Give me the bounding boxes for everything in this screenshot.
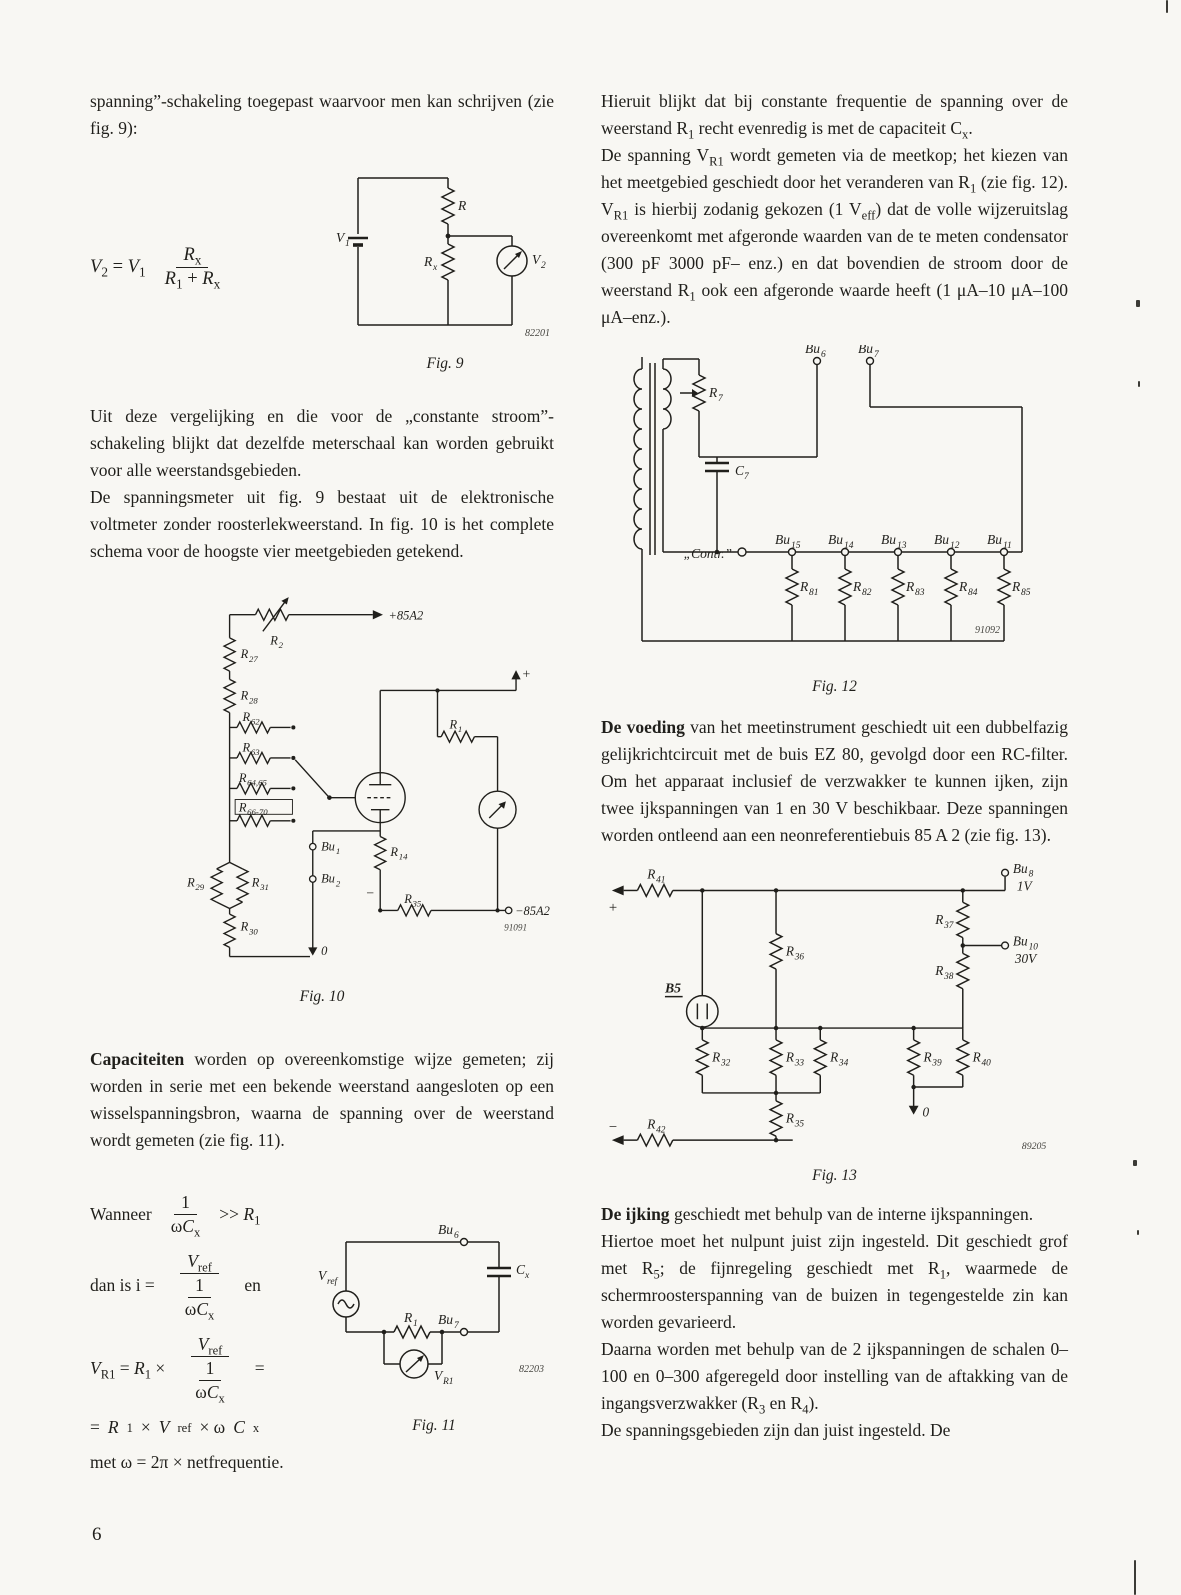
bu11-label: Bu [987, 532, 1002, 547]
bu7-label-sub: 7 [874, 350, 879, 360]
bu15-label: Bu [775, 532, 790, 547]
plus-label: + [522, 666, 531, 682]
vref-label-sub: ref [327, 1277, 338, 1288]
r85-label-sub: 85 [1021, 588, 1031, 598]
bu12-label-sub: 12 [950, 541, 960, 551]
minus-label: − [366, 885, 375, 901]
r35-label-sub: 35 [794, 1119, 804, 1130]
figure-12 [601, 345, 1068, 696]
paragraph: De voeding van het meetinstrument geschiedt uit een dubbelfazig gelijkrichtcircuit met de buis EZ 80, gevolgd door een RC-filter. Om het apparaat inclusief de verzwakker te kunnen ijken, zijn twee ijkspanningen van 1 en 30 V beschikbaar. Deze spanningen worden ontleend aan een neonreferentiebuis 85 A 2 (zie fig. 13). [601, 717, 1069, 845]
paragraph: Hiertoe moet het nulpunt juist zijn ingesteld. Dit geschiedt grof met $R_5$; de fijnregeling geschiedt met $R_1$, waarmede de schermroosterspanning van de buizen in tegengestelde zin kan worden gevarieerd. [601, 1230, 1068, 1332]
bu15-label-sub: 15 [791, 541, 801, 551]
paragraph: De spanningsmeter uit fig. 9 bestaat uit de elektronische voltmeter zonder roosterlekweerstand. In fig. 10 is het complete schema voor de hoogste vier meetgebieden getekend. [90, 487, 554, 561]
v1-label: V [336, 230, 345, 245]
page-number: 6 [92, 1524, 102, 1545]
r37-label: R [934, 911, 943, 927]
scan-artifact [1134, 1560, 1136, 1595]
labels [684, 345, 1031, 636]
figure-11 [314, 1212, 554, 1435]
bu6-label-sub: 6 [821, 350, 826, 360]
voltage-divider-equation [90, 245, 231, 290]
r32-label-sub: 32 [720, 1058, 730, 1069]
figure-9 [336, 162, 554, 373]
bu11-label-sub: 11 [1003, 541, 1012, 551]
r83-label: R [906, 579, 915, 594]
r7-label: R [709, 385, 718, 400]
r31-label-sub: 31 [260, 882, 269, 893]
right-column [601, 88, 1068, 1444]
bu12-label: Bu [934, 532, 949, 547]
r40-label-sub: 40 [980, 1058, 991, 1069]
equation-line: = R 1 × V ref × ω C x [90, 1417, 260, 1438]
r-label: R [458, 198, 467, 213]
labels [608, 861, 1046, 1152]
bu13-label-sub: 13 [897, 541, 907, 551]
equations-figure-row [90, 1178, 554, 1487]
bu1-label-sub: 1 [335, 846, 341, 857]
equation-figure-row [90, 162, 554, 373]
cx-label: C [516, 1262, 526, 1278]
bu8-voltage-label: 1V [1016, 878, 1032, 894]
r27-label: R [240, 647, 249, 662]
scan-artifact [1137, 1230, 1139, 1235]
r38-label-sub: 38 [943, 971, 953, 982]
fig13-circuit-diagram [604, 859, 1066, 1154]
scan-artifact [1166, 0, 1168, 13]
bu6-label: Bu [805, 345, 820, 356]
vr1-label: V [434, 1368, 443, 1384]
bu14-label: Bu [828, 532, 843, 547]
bu2-label: Bu [321, 871, 335, 886]
r27-label-sub: 27 [249, 653, 258, 664]
r32-label: R [711, 1049, 720, 1065]
equation-line: $V_{R1} = R_1$ × $\frac{V_{ref}}{\frac{1}{\omega C_x}}$ = [90, 1334, 265, 1406]
bu7-label: Bu [438, 1312, 453, 1328]
minus-85a2-label: −85A2 [515, 904, 550, 919]
r1-label-sub: 1 [413, 1319, 418, 1330]
bu6-label: Bu [438, 1222, 453, 1238]
paragraph: De spanning $V_{R1}$ wordt gemeten via de meetkop; het kiezen van het meetgebied geschiedt door het veranderen van $R_1$ (zie fig. 12). $V_{R1}$ is hierbij zodanig gekozen (1 $V_{eff}$) dat de volle wijzeruitslag overeenkomt met afgeronde waarden van de te meten condensator (300 pF 3000 pF– enz.) en dat bovendien de stroom door de weerstand $R_1$ ook een afgeronde waarde heeft (1 μA–10 μA–100 μA–enz.). [601, 145, 1069, 327]
figure-13-caption: Fig. 13 [812, 1166, 857, 1184]
paragraph: Daarna worden met behulp van de 2 ijkspanningen de schalen 0–100 en 0–300 afgeregeld door instelling van de aftakking van de ingangsverzwakker ($R_3$ en $R_4$). [601, 1338, 1068, 1417]
vref-label: V [318, 1268, 327, 1284]
r66-70-label-sub: 66-70 [247, 807, 268, 818]
r1-label: R [404, 1310, 413, 1326]
r35-label-sub: 35 [412, 898, 422, 909]
labels [186, 608, 550, 957]
minus-label: − [608, 1119, 617, 1136]
r84-label: R [959, 579, 968, 594]
r14-label-sub: 14 [398, 851, 408, 862]
r1-label: R [449, 717, 458, 732]
bu8-label: Bu [1012, 860, 1028, 876]
figure-9-caption: Fig. 9 [426, 355, 464, 372]
r30-label-sub: 30 [249, 926, 258, 937]
plus-label: + [608, 900, 617, 917]
bu8-label-sub: 8 [1028, 869, 1033, 880]
c7-label: C [735, 463, 745, 478]
figure-12-caption: Fig. 12 [812, 678, 857, 695]
r34-label: R [829, 1049, 838, 1065]
r39-label: R [922, 1049, 932, 1065]
paragraph: Capaciteiten worden op overeenkomstige wijze gemeten; zij worden in serie met een bekende weerstand aangesloten op een wisselspanningsbron, waarna de spanning over de weerstand wordt gemeten (zie fig. 11). [90, 1049, 554, 1151]
r2-label-sub: 2 [278, 639, 283, 650]
paragraph: Hieruit blijkt dat bij constante frequentie de spanning over de weerstand $R_1$ recht evenredig is met de capaciteit $C_x$. [601, 91, 1068, 142]
capacitance-equations [90, 1178, 284, 1487]
r36-label-sub: 36 [794, 952, 804, 963]
r84-label-sub: 84 [968, 588, 978, 598]
r63-label: R [242, 740, 251, 755]
fig11-circuit-diagram [314, 1212, 554, 1404]
fraction-numerator: $R_x$ [176, 245, 208, 268]
r40-label: R [972, 1049, 981, 1065]
fig9-circuit-diagram [336, 162, 554, 342]
bu14-label-sub: 14 [844, 541, 854, 551]
rx-label: R [424, 254, 433, 269]
r42-label-sub: 42 [655, 1125, 665, 1136]
wires [348, 178, 527, 325]
bu10-label-sub: 10 [1028, 942, 1038, 953]
bu10-voltage-label: 30V [1014, 951, 1036, 967]
figure-11-caption: Fig. 11 [412, 1417, 456, 1435]
bu7-label-sub: 7 [454, 1321, 459, 1332]
labels [336, 198, 550, 339]
r82-label-sub: 82 [862, 588, 872, 598]
r35-label: R [404, 892, 412, 907]
figure-10-caption: Fig. 10 [299, 988, 345, 1006]
bu10-label: Bu [1012, 933, 1028, 949]
fraction [158, 245, 228, 290]
r81-label: R [800, 579, 809, 594]
equation-line: Wanneer $\frac{1}{\omega C_x}$ >> $R_1$ [90, 1192, 261, 1240]
v2-label-sub: 2 [541, 261, 546, 271]
bu2-label-sub: 2 [335, 878, 341, 889]
r35-label: R [785, 1110, 794, 1126]
bu7-label: Bu [858, 345, 873, 356]
figure-code: 89205 [1021, 1140, 1046, 1152]
zero-label: 0 [321, 943, 328, 958]
v1-label-sub: 1 [345, 239, 350, 249]
bu1-label: Bu [321, 839, 335, 854]
r63-label-sub: 63 [250, 747, 260, 758]
r28-label-sub: 28 [249, 695, 258, 706]
r39-label-sub: 39 [931, 1058, 942, 1069]
transformer-primary-coil [634, 369, 642, 549]
figure-code: 91092 [975, 625, 1000, 636]
scan-artifact [1138, 381, 1140, 387]
r85-label: R [1012, 579, 1021, 594]
r14-label: R [390, 844, 399, 859]
cx-label-sub: x [525, 1271, 530, 1282]
r62-label: R [242, 709, 251, 724]
r64-65-label-sub: 64,65 [247, 777, 267, 788]
r62-label-sub: 62 [250, 716, 260, 727]
rx-label-sub: x [433, 263, 438, 273]
contr-label: „Contr.” [683, 546, 732, 561]
r36-label: R [785, 943, 794, 959]
r42-label: R [646, 1116, 655, 1132]
labels [318, 1222, 544, 1387]
figure-code: 82203 [519, 1364, 544, 1376]
scan-artifact [1136, 300, 1140, 307]
r41-label-sub: 41 [655, 875, 665, 886]
r38-label: R [934, 962, 943, 978]
r2-label: R [270, 633, 278, 648]
plus-85a2-label: +85A2 [388, 608, 424, 623]
r81-label-sub: 81 [809, 588, 819, 598]
r64-65-label: R [238, 770, 247, 785]
wires [611, 866, 1008, 1146]
figure-13 [601, 859, 1068, 1185]
paragraph: De spanningsgebieden zijn dan juist ingesteld. De [601, 1419, 951, 1440]
transformer-secondary-coil [663, 369, 671, 429]
r30-label: R [240, 919, 249, 934]
r7-label-sub: 7 [718, 394, 723, 404]
r82-label: R [853, 579, 862, 594]
r31-label: R [251, 875, 260, 890]
paragraph: spanning”-schakeling toegepast waarvoor men kan schrijven (zie fig. 9): [90, 91, 554, 138]
r28-label: R [240, 688, 249, 703]
fraction: $\frac{1}{\omega C_x}$ [170, 1192, 201, 1240]
r37-label-sub: 37 [943, 920, 953, 931]
r41-label: R [646, 866, 655, 882]
b5-tube-label: B5 [664, 980, 681, 996]
r34-label-sub: 34 [838, 1058, 848, 1069]
bu6-label-sub: 6 [454, 1231, 459, 1242]
zero-label: 0 [921, 1104, 929, 1120]
fraction-denominator: $R_1 + R_x$ [164, 269, 221, 292]
r29-label-sub: 29 [195, 882, 205, 893]
equation-line: dan is i = $\frac{V_{ref}}{\frac{1}{\omega C_x}}$ en [90, 1251, 261, 1323]
fraction: $\frac{V_{ref}}{\frac{1}{\omega C_x}}$ [167, 1251, 233, 1320]
wires [634, 357, 1022, 641]
equation-line: met ω = 2π × netfrequentie. [90, 1452, 284, 1473]
fig10-circuit-diagram [91, 587, 553, 975]
figure-code: 91091 [504, 922, 528, 933]
paragraph: De ijking geschiedt met behulp van de interne ijkspanningen. [601, 1203, 1034, 1224]
paragraph: Uit deze vergelijking en die voor de „constante stroom”-schakeling blijkt dat dezelfde meterschaal kan worden gebruikt voor alle weerstandsgebieden. [90, 406, 554, 480]
vr1-label-sub: R1 [443, 1377, 454, 1388]
fraction: $\frac{V_{ref}}{\frac{1}{\omega C_x}}$ [177, 1334, 243, 1403]
left-column [90, 88, 554, 1487]
fig12-circuit-diagram [602, 345, 1067, 665]
r66-70-label: R [238, 800, 247, 815]
r33-label: R [785, 1049, 794, 1065]
wires [333, 1239, 511, 1379]
figure-10 [90, 587, 554, 1006]
r1-label-sub: 1 [457, 724, 463, 735]
figure-code: 82201 [525, 328, 550, 339]
r83-label-sub: 83 [915, 588, 925, 598]
r29-label: R [187, 875, 195, 890]
c7-label-sub: 7 [744, 472, 749, 482]
bu13-label: Bu [881, 532, 896, 547]
equation-lhs: $V_2 = V_1$ [90, 257, 146, 280]
r33-label-sub: 33 [794, 1058, 804, 1069]
scan-artifact [1133, 1160, 1137, 1166]
v2-label: V [532, 252, 541, 267]
